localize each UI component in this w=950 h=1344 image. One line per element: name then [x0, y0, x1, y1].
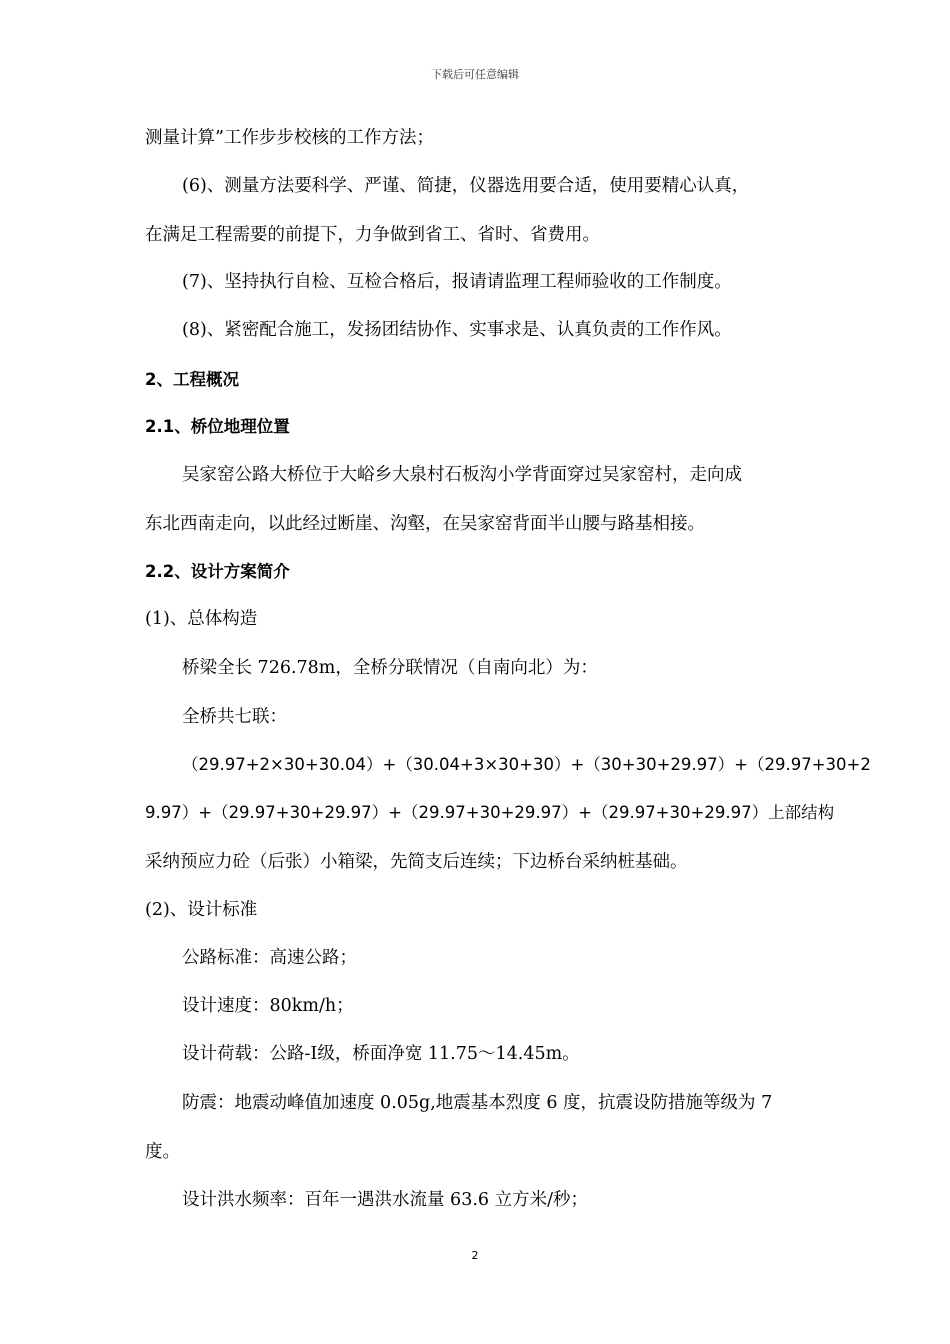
paragraph-line: 采纳预应力砼（后张）小箱梁，先简支后连续；下边桥台采纳桩基础。 — [145, 852, 688, 872]
paragraph-line: (7)、坚持执行自检、互检合格后，报请请监理工程师验收的工作制度。 — [182, 272, 732, 292]
paragraph-line: 在满足工程需要的前提下，力争做到省工、省时、省费用。 — [145, 225, 600, 245]
paragraph-line: 防震：地震动峰值加速度 0.05g,地震基本烈度 6 度，抗震设防措施等级为 7 — [182, 1093, 773, 1113]
subsection-heading: 2.2、设计方案简介 — [145, 562, 290, 581]
subsection-heading: 2.1、桥位地理位置 — [145, 417, 290, 436]
paragraph-line: 东北西南走向，以此经过断崖、沟壑，在吴家窑背面半山腰与路基相接。 — [145, 514, 705, 534]
paragraph-line: 桥梁全长 726.78m，全桥分联情况（自南向北）为： — [182, 658, 598, 678]
item-heading: (1)、总体构造 — [145, 609, 258, 629]
paragraph-line: 设计洪水频率：百年一遇洪水流量 63.6 立方米/秒； — [182, 1190, 588, 1210]
paragraph-line: (6)、测量方法要科学、严谨、简捷，仪器选用要合适，使用要精心认真， — [182, 176, 750, 196]
section-heading: 2、工程概况 — [145, 370, 239, 389]
paragraph-line: 设计荷载：公路-Ⅰ级，桥面净宽 11.75～14.45m。 — [182, 1044, 580, 1064]
paragraph-line: 设计速度：80km/h； — [182, 996, 354, 1016]
paragraph-line: 全桥共七联： — [182, 707, 287, 727]
paragraph-line: (8)、紧密配合施工，发扬团结协作、实事求是、认真负责的工作作风。 — [182, 320, 732, 340]
page-number: 2 — [471, 1249, 479, 1262]
formula-line: 9.97）+（29.97+30+29.97）+（29.97+30+29.97）+（29.97+30+29.97）上部结构 — [145, 803, 835, 822]
paragraph-line: 测量计算”工作步步校核的工作方法； — [145, 128, 434, 148]
paragraph-line: 公路标准：高速公路； — [182, 948, 357, 968]
formula-line: （29.97+2×30+30.04）+（30.04+3×30+30）+（30+30+29.97）+（29.97+30+2 — [182, 755, 871, 774]
item-heading: (2)、设计标准 — [145, 900, 258, 920]
paragraph-line: 度。 — [145, 1142, 180, 1162]
paragraph-line: 吴家窑公路大桥位于大峪乡大泉村石板沟小学背面穿过吴家窑村，走向成 — [182, 465, 742, 485]
page-header: 下载后可任意编辑 — [431, 68, 519, 81]
